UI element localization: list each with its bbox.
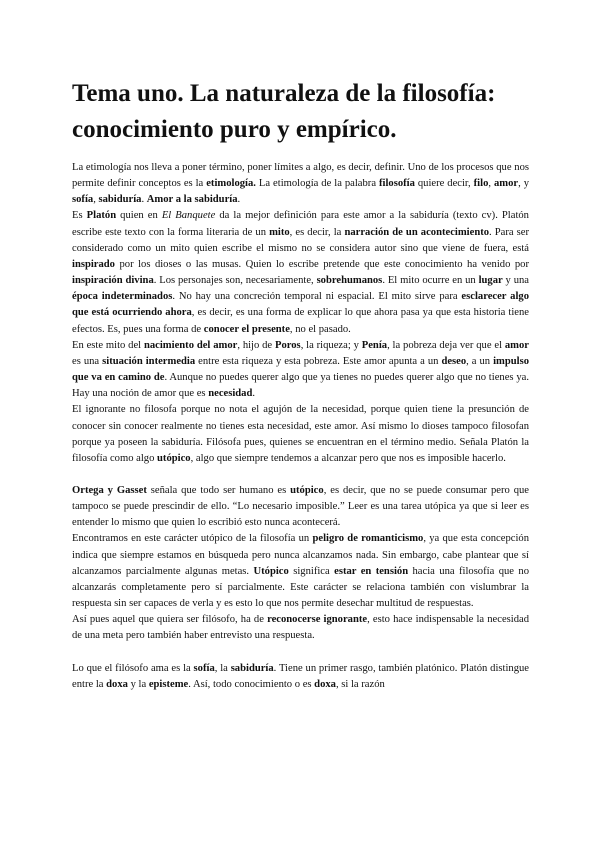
text-run: señala que todo ser humano es	[146, 484, 291, 496]
bold-term: reconocerse ignorante	[267, 614, 368, 626]
bold-term: utópico	[290, 484, 324, 496]
text-run: ,	[488, 178, 494, 190]
bold-term: filosofía	[379, 178, 415, 190]
text-run: hacia una filosofía que no alcanzarás completamente pero sí parcialmente. Este carácter se relaciona también con vislumbrar la respuesta sin ser capaces de verla y es esto lo que nos permite desechar multitud de respuestas.	[72, 565, 529, 610]
text-run: , hijo de	[237, 339, 275, 351]
paragraph	[72, 208, 529, 337]
bold-term: inspirado	[72, 258, 115, 270]
bold-term: amor	[504, 339, 529, 351]
text-run: En este mito del	[72, 339, 144, 351]
text-run: . No hay una concreción temporal ni espacial. El mito sirve para	[172, 291, 462, 303]
paragraph	[72, 338, 529, 403]
bold-term: peligro de romanticismo	[312, 533, 424, 545]
text-run: . Tiene un primer rasgo, también platónico. Platón distingue entre la	[72, 662, 529, 690]
bold-term: sobrehumanos	[316, 275, 383, 287]
text-run: Lo que el filósofo ama es la	[72, 662, 194, 674]
bold-term: conocer el presente	[203, 323, 290, 335]
bold-term: Platón	[86, 210, 117, 222]
text-run: . Así, todo conocimiento o es	[188, 678, 315, 690]
text-run: , la riqueza; y	[300, 339, 362, 351]
text-run: , a un	[466, 355, 494, 367]
bold-term: Ortega y Gasset	[72, 484, 147, 496]
bold-term: necesidad	[208, 388, 253, 400]
bold-term: inspiración divina	[72, 275, 154, 287]
text-run: . Los personajes son, necesariamente,	[153, 275, 317, 287]
text-run: El ignorante no filosofa porque no nota el agujón de la necesidad, porque quien tiene la presunción de conocer sin conocer realmente no tienes esta necesidad, este amor. Así mismo lo dioses tampoco filosofan porque ya poseen la sabiduría. Filósofa pues, quienes se encuentran en el término medio. Señala Platón la filosofía como algo	[72, 404, 529, 464]
text-run: , esto hace indispensable la necesidad de una meta pero también haber entrevisto una respuesta.	[72, 614, 530, 642]
paragraph	[72, 531, 529, 612]
bold-term: amor	[493, 178, 519, 190]
bold-term: nacimiento del amor	[143, 339, 238, 351]
bold-term: Utópico	[253, 565, 289, 577]
text-run: quien en	[116, 210, 162, 222]
bold-term: Poros	[274, 339, 301, 351]
bold-term: sabiduría	[230, 662, 274, 674]
paragraph	[72, 483, 529, 531]
bold-term: filo	[473, 178, 489, 190]
text-run: ,	[93, 194, 99, 206]
bold-term: deseo	[441, 355, 467, 367]
bold-term: época indeterminados	[72, 291, 173, 303]
bold-term: lugar	[478, 275, 503, 287]
text-run: da la mejor definición para este amor a la sabiduría (texto cv). Platón escribe este texto con la forma literaria de un	[72, 210, 529, 238]
text-run: , ya que esta concepción indica que siempre estamos en búsqueda pero nunca alcanzamos nada. Sin embargo, cabe plantear que sí alcanzamos parcialmente algunas metas.	[72, 533, 529, 577]
text-run: , si la razón	[335, 678, 385, 690]
text-run: , no el pasado.	[289, 323, 351, 335]
document-body	[72, 160, 529, 693]
paragraph	[72, 160, 529, 208]
text-run: y la	[127, 678, 149, 690]
paragraph	[72, 402, 529, 467]
text-run: quiere decir,	[414, 178, 474, 190]
text-run: .	[141, 194, 147, 206]
text-run: , la	[214, 662, 231, 674]
bold-term: sofía	[193, 662, 215, 674]
page-title: Tema uno. La naturaleza de la filosofía: conocimiento puro y empírico.	[72, 80, 496, 143]
text-run: , es decir, que no se puede consumar pero que tampoco se puede prescindir de ello. “Lo necesario imposible.” Leer es una tarea utópica ya que si leer es entender lo mismo que quien lo escribió esto nunca acontecerá.	[72, 484, 529, 529]
bold-term: sabiduría	[98, 194, 142, 206]
bold-term: sofía	[72, 194, 94, 206]
bold-term: impulso que va en camino de	[72, 355, 530, 384]
text-run: .	[252, 388, 256, 400]
text-run: significa	[288, 565, 335, 577]
bold-term: esclarecer algo que está ocurriendo ahora	[72, 291, 529, 319]
bold-term: doxa	[106, 678, 128, 690]
text-run: Encontramos en este carácter utópico de la filosofía un	[72, 533, 313, 545]
text-run: , es decir, es una forma de explicar lo que ahora pasa ya que esta historia tiene efectos. Es, pues una forma de	[72, 307, 529, 335]
bold-term: etimología.	[206, 178, 256, 190]
paragraph	[72, 661, 529, 693]
text-run: , la pobreza deja ver que el	[387, 339, 505, 351]
bold-term: Amor a la sabiduría	[146, 194, 238, 206]
text-run: . El mito ocurre en un	[382, 275, 479, 287]
text-run: .	[237, 194, 241, 206]
text-run: La etimología nos lleva a poner término, poner límites a algo, es decir, definir. Uno de los procesos que nos permite definir conceptos es la	[72, 162, 529, 190]
bold-term: doxa	[314, 678, 336, 690]
bold-term: estar en tensión	[334, 565, 409, 577]
text-run: La etimología de la palabra	[255, 178, 379, 190]
text-run: entre esta riqueza y esta pobreza. Este amor apunta a un	[195, 355, 442, 367]
text-run: Así pues aquel que quiera ser filósofo, ha de	[72, 614, 268, 626]
text-run: , algo que siempre tendemos a alcanzar pero que nos es imposible hacerlo.	[190, 452, 506, 464]
bold-term: episteme	[148, 678, 189, 690]
italic-title: El Banquete	[161, 210, 216, 222]
text-run: . Para ser considerado como un mito quien escribe el mismo no se considera autor sino que viene de fuera, está	[72, 226, 530, 254]
bold-term: Penía	[361, 339, 388, 351]
bold-term: utópico	[157, 452, 191, 464]
bold-term: narración de un acontecimiento	[344, 226, 490, 238]
text-run: es una	[72, 355, 103, 367]
text-run: y una	[502, 275, 529, 287]
bold-term: mito	[269, 226, 290, 238]
text-run: Es	[72, 210, 87, 222]
text-run: . Aunque no puedes querer algo que ya tienes no puedes querer algo que no tienes ya. Hay una noción de amor que es	[72, 372, 529, 400]
paragraph	[72, 612, 529, 644]
text-run: por los dioses o las musas. Quien lo escribe pretende que este conocimiento ha venido por	[114, 258, 529, 270]
text-run: , es decir, la	[289, 226, 345, 238]
text-run: , y	[518, 178, 530, 190]
bold-term: situación intermedia	[102, 355, 196, 367]
